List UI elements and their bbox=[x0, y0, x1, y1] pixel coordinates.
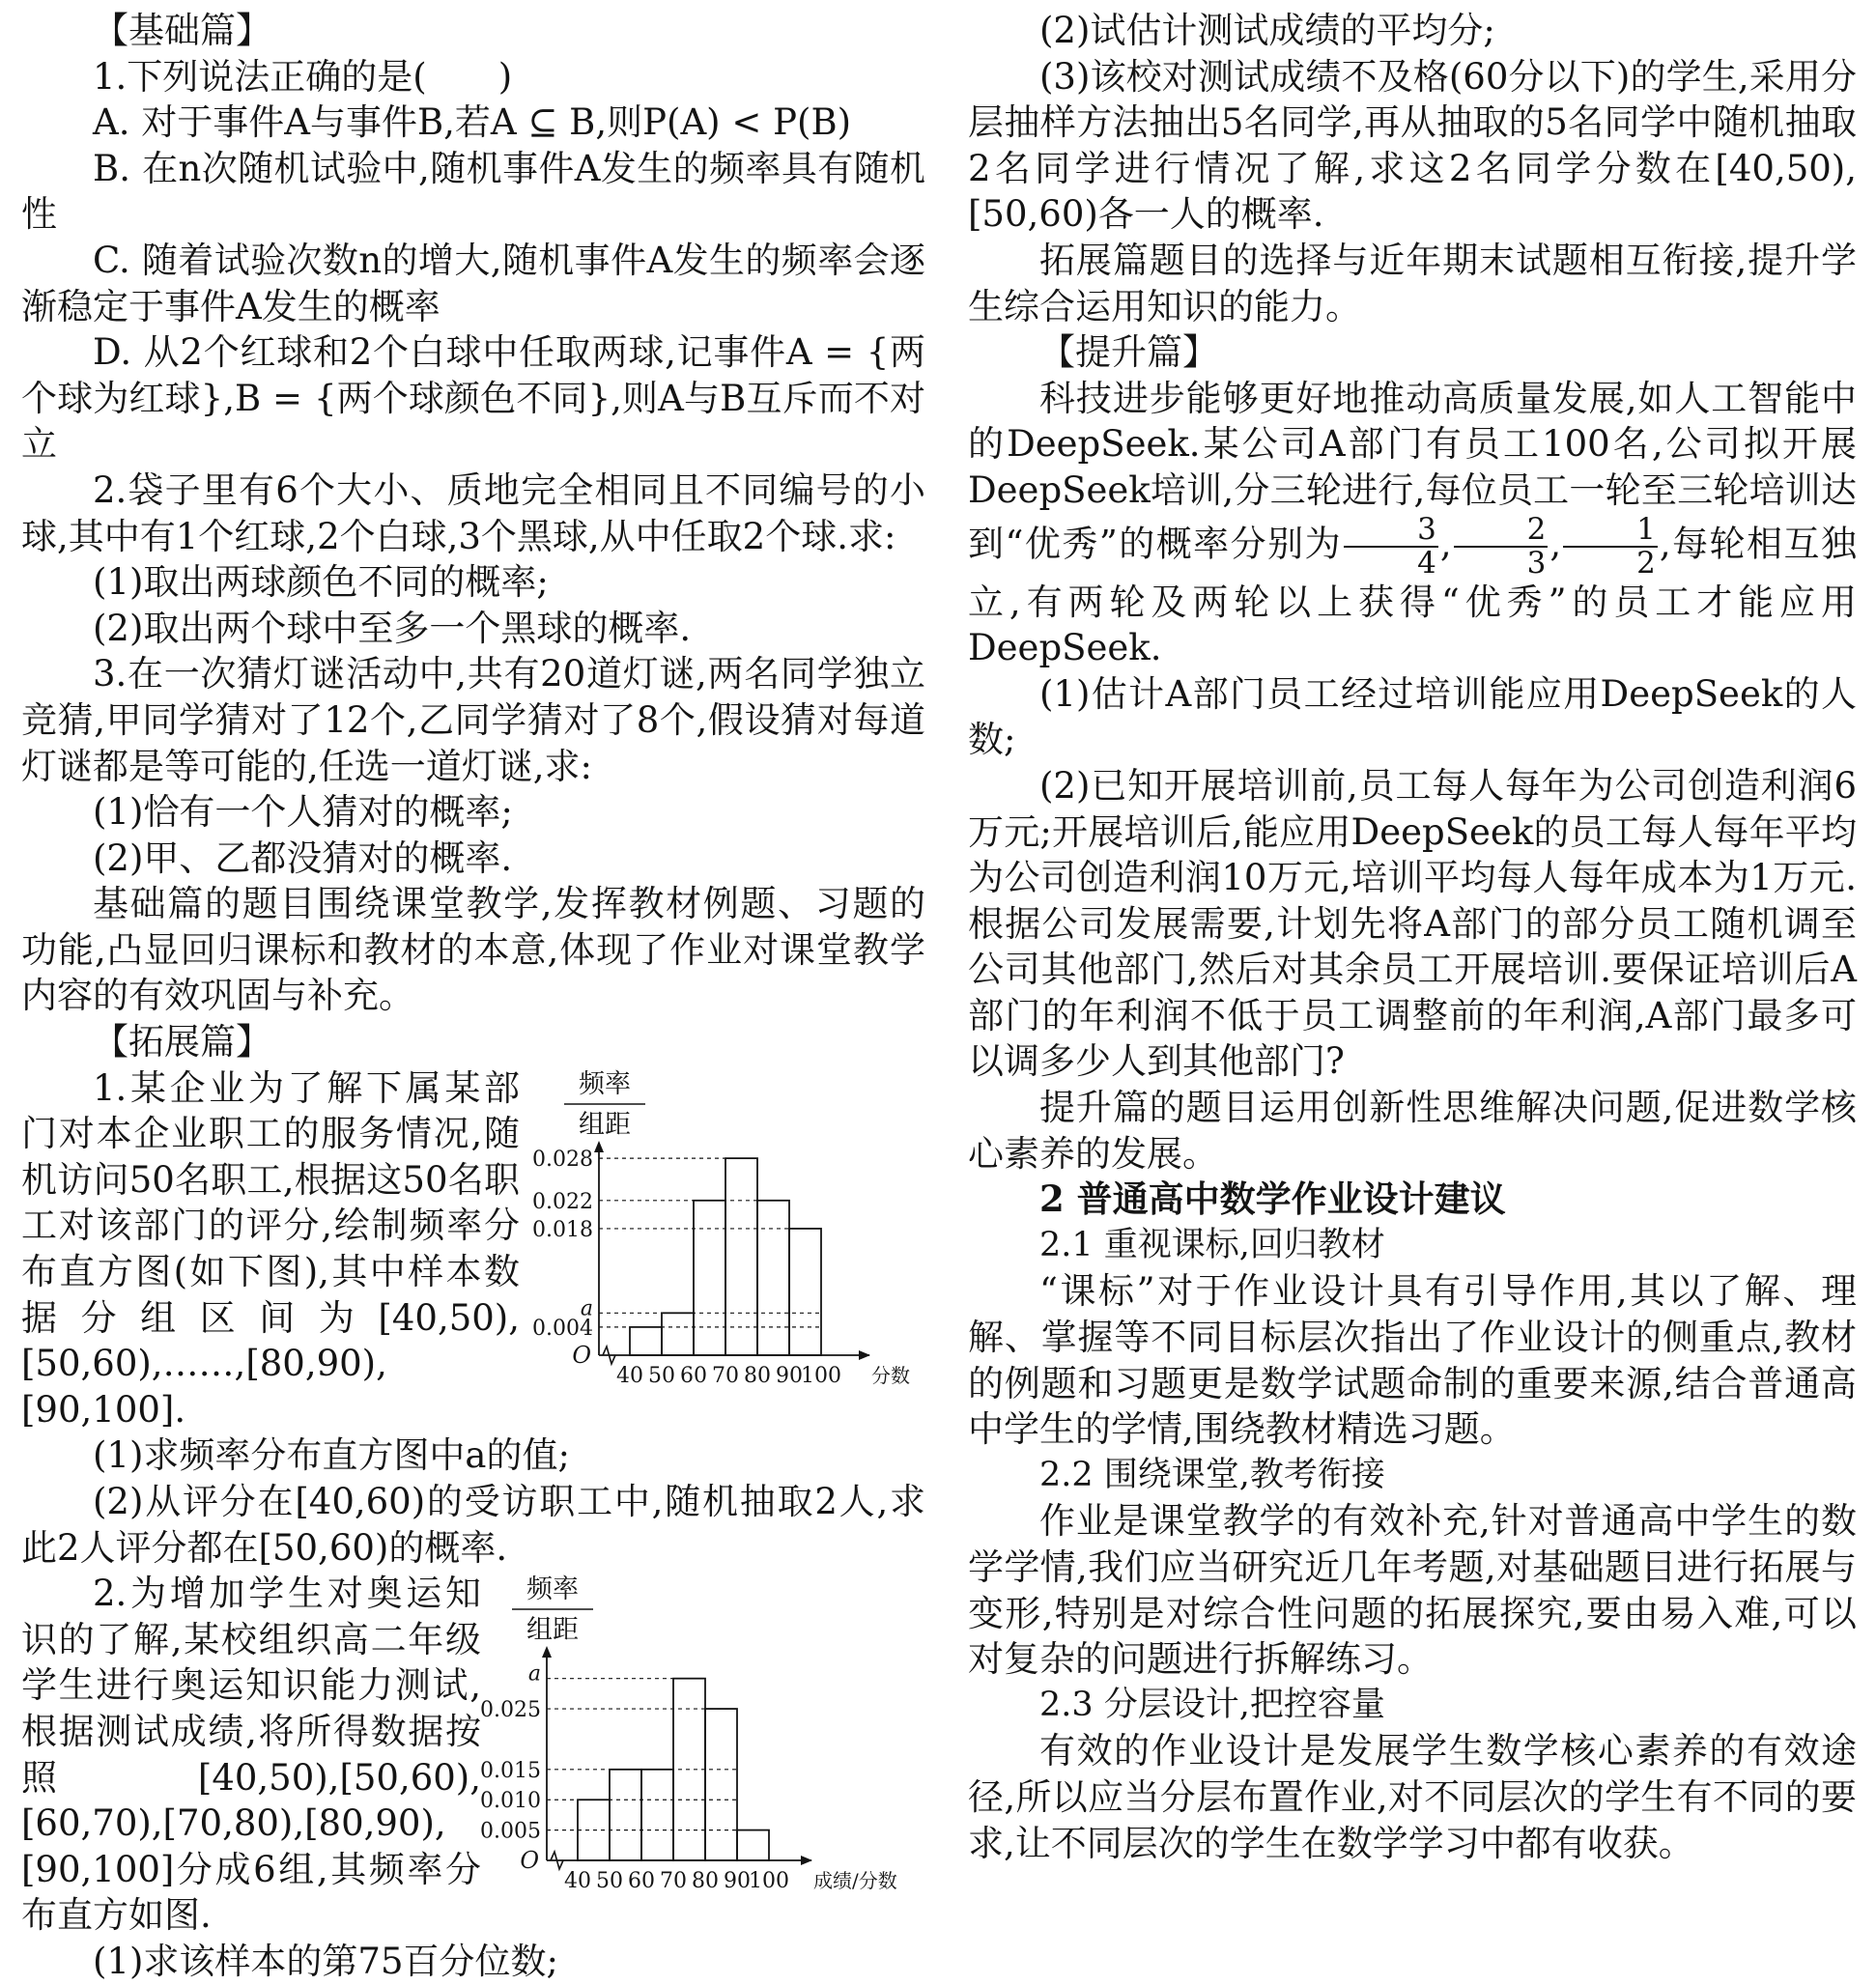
histogram-bar bbox=[705, 1709, 737, 1860]
right-column bbox=[968, 8, 1857, 1866]
upgrade-intro-continued: ,每轮相互独立,有两轮及两轮以上获得“优秀”的员工才能应用DeepSeek. bbox=[968, 523, 1857, 669]
y-axis-label-top: 频率 bbox=[579, 1068, 631, 1099]
question-2-part-2: (2)取出两个球中至多一个黑球的概率. bbox=[93, 607, 692, 649]
x-axis-label: 成绩/分数 bbox=[813, 1869, 897, 1893]
x-tick-label: 100 bbox=[801, 1363, 841, 1388]
x-tick-label: 50 bbox=[648, 1363, 675, 1388]
basic-summary: 基础篇的题目围绕课堂教学,发挥教材例题、习题的功能,凸显回归课标和教材的本意,体现了作业对课堂教学内容的有效巩固与补充。 bbox=[21, 883, 925, 1017]
section-2-heading: 2 普通高中数学作业设计建议 bbox=[1039, 1177, 1506, 1221]
upgrade-part-2: (2)已知开展培训前,员工每人每年为公司创造利润6万元;开展培训后,能应用DeepSeek的员工每人每年平均为公司创造利润10万元,培训平均每人每年成本为1万元.根据公司发展需要,计划先将A部门的部分员工随机调至公司其他部门,然后对其余员工开展培训.要保证培训后A部门的年利润不低于员工调整前的年利润,A部门最多可以调多少人到其他部门? bbox=[968, 764, 1857, 1083]
subsection-2-3-heading: 2.3 分层设计,把控容量 bbox=[1039, 1685, 1385, 1724]
subsection-2-2-heading: 2.2 围绕课堂,教考衔接 bbox=[1039, 1455, 1385, 1494]
x-tick-label: 70 bbox=[712, 1363, 739, 1388]
histogram-bar bbox=[630, 1327, 662, 1355]
fraction-denominator: 4 bbox=[1417, 545, 1436, 581]
option-a: A. 对于事件A与事件B,若A ⊆ B,则P(A) < P(B) bbox=[93, 101, 852, 144]
option-d: D. 从2个红球和2个白球中任取两球,记事件A = {两个球为红球},B = {两个球颜色不同},则A与B互斥而不对立 bbox=[21, 331, 925, 466]
fraction-denominator: 2 bbox=[1636, 545, 1656, 581]
x-tick-label: 40 bbox=[616, 1363, 643, 1388]
x-tick-label: 100 bbox=[749, 1869, 789, 1894]
y-axis-label-bottom: 组距 bbox=[579, 1109, 631, 1140]
ext-question-1: 1.某企业为了解下属某部门对本企业职工的服务情况,随机访问50名职工,根据这50名职工对该部门的评分,绘制频率分布直方图(如下图),其中样本数据分组区间为[40,50),[50,60),……,[80,90),[90,100]. bbox=[21, 1066, 520, 1431]
subsection-2-3-text: 有效的作业设计是发展学生数学核心素养的有效途径,所以应当分层布置作业,对不同层次的学生有不同的要求,让不同层次的学生在数学学习中都有收获。 bbox=[968, 1730, 1857, 1864]
question-1: 1.下列说法正确的是( ) bbox=[93, 55, 513, 98]
fraction-2-3 bbox=[1454, 511, 1549, 581]
option-b: B. 在n次随机试验中,随机事件A发生的频率具有随机性 bbox=[21, 147, 925, 236]
ext-question-2-part-3: (3)该校对测试成绩不及格(60分以下)的学生,采用分层抽样方法抽出5名同学,再从抽取的5名同学中随机抽取2名同学进行情况了解,求这2名同学分数在[40,50),[50,60)各一人的概率. bbox=[968, 55, 1857, 236]
origin-label: O bbox=[572, 1341, 591, 1369]
histogram-chart-1 bbox=[529, 1065, 925, 1405]
ext-question-1-part-2: (2)从评分在[40,60)的受访职工中,随机抽取2人,求此2人评分都在[50,60)的概率. bbox=[21, 1481, 925, 1569]
y-tick-label: a bbox=[527, 1661, 541, 1687]
fraction-numerator: 3 bbox=[1344, 514, 1438, 548]
fraction-numerator: 1 bbox=[1563, 514, 1658, 548]
y-tick-label: 0.028 bbox=[532, 1147, 593, 1172]
histogram-bar bbox=[610, 1770, 641, 1860]
question-3-part-1: (1)恰有一个人猜对的概率; bbox=[93, 791, 513, 834]
y-axis-arrow bbox=[594, 1141, 604, 1152]
ext-question-2: 2.为增加学生对奥运知识的了解,某校组织高二年级学生进行奥运知识能力测试,根据测试成绩,将所得数据按照[40,50),[50,60),[60,70),[70,80),[80,90),[90,100]分成6组,其频率分布直方如图. bbox=[21, 1573, 481, 1937]
section-head-extension: 【拓展篇】 bbox=[93, 1021, 271, 1063]
histogram-bar bbox=[662, 1313, 694, 1355]
ext-question-1-part-1: (1)求频率分布直方图中a的值; bbox=[93, 1434, 570, 1477]
upgrade-question bbox=[968, 376, 1857, 671]
question-3: 3.在一次猜灯谜活动中,共有20道灯谜,两名同学独立竞猜,甲同学猜对了12个,乙同学猜对了8个,假设猜对每道灯谜都是等可能的,任选一道灯谜,求: bbox=[21, 653, 925, 787]
fraction-denominator: 3 bbox=[1526, 545, 1547, 581]
ext-question-1-block bbox=[21, 1065, 925, 1433]
x-tick-label: 60 bbox=[628, 1869, 655, 1894]
upgrade-intro: 科技进步能够更好地推动高质量发展,如人工智能中的DeepSeek.某公司A部门有员工100名,公司拟开展DeepSeek培训,分三轮进行,每位员工一轮至三轮培训达到“优秀”的概率分别为 bbox=[968, 377, 1857, 565]
y-tick-label: 0.005 bbox=[480, 1819, 541, 1844]
fraction-3-4 bbox=[1344, 511, 1438, 581]
question-2-part-1: (1)取出两球颜色不同的概率; bbox=[93, 561, 549, 604]
histogram-bar bbox=[725, 1158, 757, 1355]
histogram-bar bbox=[694, 1200, 725, 1354]
x-tick-label: 90 bbox=[776, 1363, 803, 1388]
histogram-chart-2 bbox=[480, 1571, 925, 1911]
question-3-part-2: (2)甲、乙都没猜对的概率. bbox=[93, 837, 513, 879]
section-head-upgrade: 【提升篇】 bbox=[1039, 331, 1218, 374]
y-axis-arrow bbox=[542, 1646, 552, 1658]
question-2: 2.袋子里有6个大小、质地完全相同且不同编号的小球,其中有1个红球,2个白球,3个黑球,从中任取2个球.求: bbox=[21, 468, 925, 557]
subsection-2-2-text: 作业是课堂教学的有效补充,针对普通高中学生的数学学情,我们应当研究近几年考题,对基础题目进行拓展与变形,特别是对综合性问题的拓展探究,要由易入难,可以对复杂的问题进行拆解练习。 bbox=[968, 1500, 1857, 1681]
upgrade-part-1: (1)估计A部门员工经过培训能应用DeepSeek的人数; bbox=[968, 672, 1857, 761]
y-tick-label: 0.018 bbox=[532, 1217, 593, 1242]
subsection-2-1-text: “课标”对于作业设计具有引导作用,其以了解、理解、掌握等不同目标层次指出了作业设计的侧重点,教材的例题和习题更是数学试题命制的重要来源,结合普通高中学生的学情,围绕教材精选习题。 bbox=[968, 1270, 1857, 1451]
ext-question-2-part-1: (1)求该样本的第75百分位数; bbox=[93, 1940, 558, 1982]
y-tick-label: 0.025 bbox=[480, 1698, 541, 1723]
y-tick-label: 0.010 bbox=[480, 1789, 541, 1814]
ext-question-2-part-2: (2)试估计测试成绩的平均分; bbox=[1039, 10, 1495, 51]
y-axis-label-bottom: 组距 bbox=[526, 1615, 579, 1646]
histogram-bar bbox=[641, 1770, 673, 1860]
fraction-numerator: 2 bbox=[1454, 514, 1549, 548]
origin-label: O bbox=[520, 1847, 539, 1875]
upgrade-summary: 提升篇的题目运用创新性思维解决问题,促进数学核心素养的发展。 bbox=[968, 1087, 1857, 1175]
fraction-separator: , bbox=[1439, 523, 1452, 565]
extension-summary: 拓展篇题目的选择与近年期末试题相互衔接,提升学生综合运用知识的能力。 bbox=[968, 239, 1857, 327]
x-tick-label: 60 bbox=[680, 1363, 707, 1388]
left-column bbox=[21, 8, 925, 1985]
x-axis-arrow bbox=[859, 1350, 870, 1360]
x-axis-label: 分数 bbox=[871, 1363, 910, 1387]
y-tick-label: 0.015 bbox=[480, 1759, 541, 1784]
option-c: C. 随着试验次数n的增大,随机事件A发生的频率会逐渐稳定于事件A发生的概率 bbox=[21, 239, 925, 327]
fraction-separator: , bbox=[1549, 523, 1562, 565]
ext-question-2-block bbox=[21, 1571, 925, 1939]
fraction-1-2 bbox=[1563, 511, 1658, 581]
section-head-basic: 【基础篇】 bbox=[93, 10, 271, 51]
histogram-bar bbox=[789, 1229, 821, 1355]
x-tick-label: 90 bbox=[724, 1869, 751, 1894]
histogram-bar bbox=[757, 1200, 789, 1354]
x-tick-label: 70 bbox=[660, 1869, 687, 1894]
x-tick-label: 40 bbox=[564, 1869, 591, 1894]
x-tick-label: 80 bbox=[744, 1363, 771, 1388]
x-tick-label: 50 bbox=[596, 1869, 623, 1894]
x-axis-arrow bbox=[801, 1856, 812, 1865]
y-axis-label-top: 频率 bbox=[526, 1574, 579, 1605]
histogram-bar bbox=[737, 1830, 769, 1860]
x-tick-label: 80 bbox=[692, 1869, 719, 1894]
y-tick-label: 0.004 bbox=[532, 1316, 593, 1341]
y-tick-label: 0.022 bbox=[532, 1189, 593, 1214]
subsection-2-1-heading: 2.1 重视课标,回归教材 bbox=[1039, 1225, 1385, 1264]
y-tick-label: a bbox=[580, 1295, 593, 1320]
